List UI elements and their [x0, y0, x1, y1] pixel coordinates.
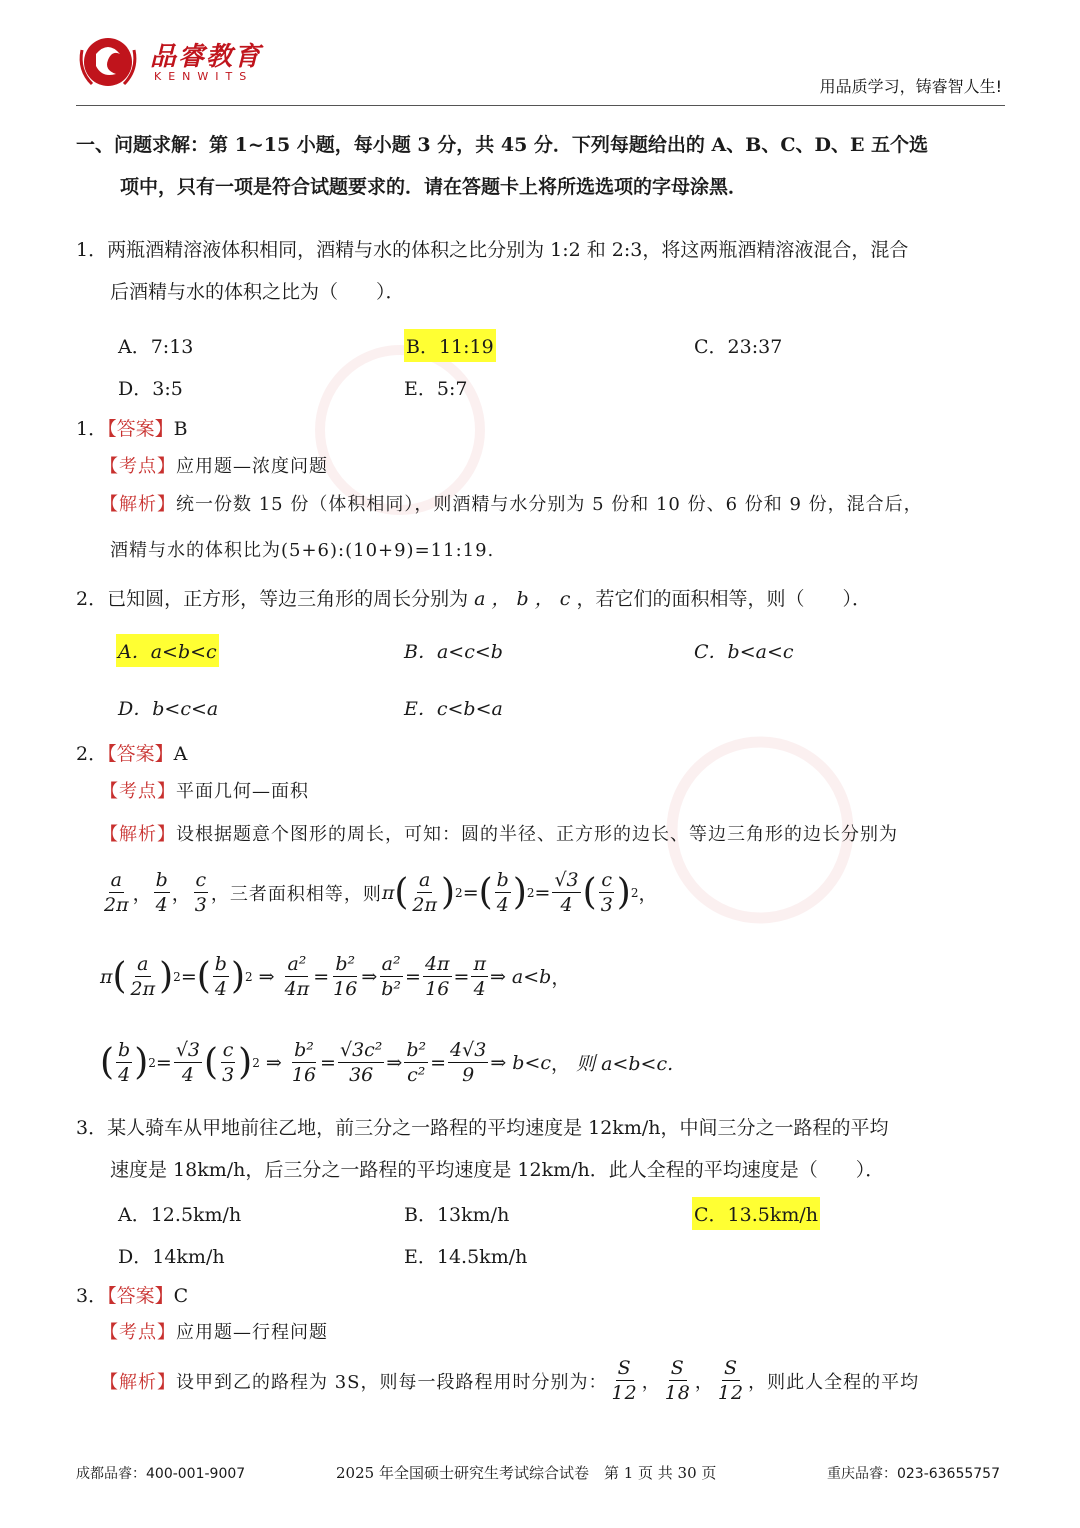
q2-point: [100, 777, 309, 803]
frac: $\frac{c}{3}$: [194, 869, 207, 916]
q1-answer: [76, 414, 188, 441]
frac: $\frac{b}{4}$: [155, 869, 168, 916]
point-tag: 【考点】: [100, 781, 176, 802]
answer-value: C: [173, 1285, 189, 1307]
footer-page-info: 2025 年全国硕士研究生考试综合试卷 第 1 页 共 30 页: [336, 1464, 717, 1482]
answer-value: B: [173, 418, 188, 440]
frac: $\frac{S}{12}$: [611, 1357, 638, 1404]
q1-option-e: E．5:7: [404, 378, 468, 400]
frac: $\frac{S}{18}$: [664, 1357, 691, 1404]
q3-option-a: A．12.5km/h: [118, 1204, 242, 1226]
footer-right: 重庆品睿：023-63655757: [826, 1466, 1000, 1482]
q2-option-c: C．b<a<c: [694, 641, 794, 663]
q2-stem: 2．已知圆，正方形，等边三角形的周长分别为: [76, 588, 469, 610]
point-tag: 【考点】: [100, 456, 176, 477]
q2-stem-end: ，若它们的面积相等，则（ ）．: [576, 588, 871, 610]
expl-tag: 【解析】: [100, 494, 176, 515]
question-3-cont: 速度是 18km/h，后三分之一路程的平均速度是 12km/h．此人全程的平均速度是（ ）．: [110, 1159, 885, 1181]
point-tag: 【考点】: [100, 1322, 176, 1343]
q3-explanation: 【解析】 设甲到乙的路程为 3S，则每一段路程用时分别为： $\frac{S}{12}$ ， $\frac{S}{18}$ ， $\frac{S}{12}$ ， 则此人全程的平均: [100, 1357, 920, 1404]
point-text: 平面几何—面积: [176, 781, 309, 802]
q3-point: [100, 1318, 328, 1344]
logo-text: 品睿教育: [150, 42, 263, 72]
header-divider: [76, 105, 1005, 106]
q3-option-c: C．13.5km/h: [692, 1197, 820, 1230]
q1-option-a: A．7:13: [118, 336, 194, 358]
q2-vars: a ， b ， c: [468, 588, 577, 610]
point-text: 应用题—浓度问题: [176, 456, 328, 477]
header: [76, 28, 1006, 98]
answer-tag: 【答案】: [107, 743, 174, 765]
question-2: [76, 578, 871, 620]
q2-formula-2: π ( $\frac{a}{2\pi}$ ) 2 = ( $\frac{b}{4}$ ) 2 ⇒ $\frac{\text{a²}}{4\pi}$ = $\frac{\text{b²}}{16}$ ⇒ $\frac{\text{a²}}{\text{b²}}$ = $\frac{4\pi}{16}$ = $\frac{\pi}{4}$ ⇒ a<b ，: [100, 953, 571, 1000]
expl-tag: 【解析】: [100, 824, 176, 845]
q2-formula-1: $\frac{a}{2\pi}$ ， $\frac{b}{4}$ ， $\frac{c}{3}$ ，三者面积相等，则 π ( $\frac{a}{2\pi}$ ) 2 = ( $\frac{b}{4}$ ) 2 = $\frac{√3}{4}$ ( $\frac{c}{3}$ ) 2 ，: [104, 869, 658, 916]
q3-option-d: D．14km/h: [118, 1246, 225, 1268]
expl-tag: 【解析】: [100, 1371, 176, 1393]
q2-option-e: E．c<b<a: [404, 698, 503, 720]
section-heading: 一、问题求解：第 1~15 小题，每小题 3 分，共 45 分．下列每题给出的 A、B、C、D、E 五个选: [76, 134, 929, 156]
logo-icon: [76, 30, 140, 90]
q1-option-c: C．23:37: [694, 336, 783, 358]
footer-left: 成都品睿：400-001-9007: [76, 1466, 246, 1482]
question-3: 3．某人骑车从甲地前往乙地，前三分之一路程的平均速度是 12km/h，中间三分之一路程的平均: [76, 1117, 889, 1139]
expl-text-end: 则此人全程的平均: [767, 1371, 920, 1393]
q2-explanation: [100, 820, 898, 846]
q1-explanation: [100, 490, 923, 516]
expl-text: 设甲到乙的路程为 3S，则每一段路程用时分别为：: [176, 1371, 608, 1393]
q1-option-d: D．3:5: [118, 378, 183, 400]
answer-number: 2．: [76, 743, 108, 765]
answer-tag: 【答案】: [107, 418, 174, 440]
q1-point: [100, 452, 328, 478]
question-1: 1．两瓶酒精溶液体积相同，酒精与水的体积之比分别为 1:2 和 2:3，将这两瓶酒精溶液混合，混合: [76, 239, 909, 261]
point-text: 应用题—行程问题: [176, 1322, 328, 1343]
expl-text: 设根据题意个图形的周长，可知：圆的半径、正方形的边长、等边三角形的边长分别为: [176, 824, 898, 845]
q2-formula-3: ( $\frac{b}{4}$ ) 2 = $\frac{√3}{4}$ ( $\frac{c}{3}$ ) 2 ⇒ $\frac{\text{b²}}{16}$ = $\frac{\text{√3c²}}{36}$ ⇒ $\frac{\text{b²}}{\text{c²}}$ = $\frac{4√3}{9}$ ⇒ b<c ， 则 a<b<c.: [100, 1039, 674, 1086]
section-heading-cont: 项中，只有一项是符合试题要求的．请在答题卡上将所选选项的字母涂黑．: [120, 176, 748, 198]
q3-answer: [76, 1281, 188, 1308]
q2-answer: [76, 739, 187, 766]
answer-number: 3．: [76, 1285, 108, 1307]
q2-conclusion: 则 a<b<c.: [576, 1053, 674, 1075]
q3-option-e: E．14.5km/h: [404, 1246, 528, 1268]
q3-option-b: B．13km/h: [404, 1204, 510, 1226]
answer-number: 1．: [76, 418, 108, 440]
q2-option-d: D．b<c<a: [118, 698, 219, 720]
q2-option-b: B．a<c<b: [404, 641, 503, 663]
frac: $\frac{S}{12}$: [717, 1357, 745, 1404]
slogan: 用品质学习，铸睿智人生!: [819, 77, 1002, 96]
q1-explanation-cont: 酒精与水的体积比为(5+6):(10+9)=11:19.: [110, 540, 495, 561]
q1-option-b: B．11:19: [404, 329, 496, 362]
frac: $\frac{a}{2\pi}$: [104, 869, 129, 916]
logo-subtext: KENWITS: [154, 70, 254, 83]
expl-text: 统一份数 15 份（体积相同），则酒精与水分别为 5 份和 10 份、6 份和 9 份，混合后，: [176, 494, 923, 515]
q2-option-a: A．a<b<c: [116, 634, 219, 667]
question-1-cont: 后酒精与水的体积之比为（ ）．: [110, 281, 405, 303]
answer-tag: 【答案】: [107, 1285, 174, 1307]
expl-text: ，三者面积相等，则: [210, 883, 382, 905]
answer-value: A: [173, 743, 188, 765]
